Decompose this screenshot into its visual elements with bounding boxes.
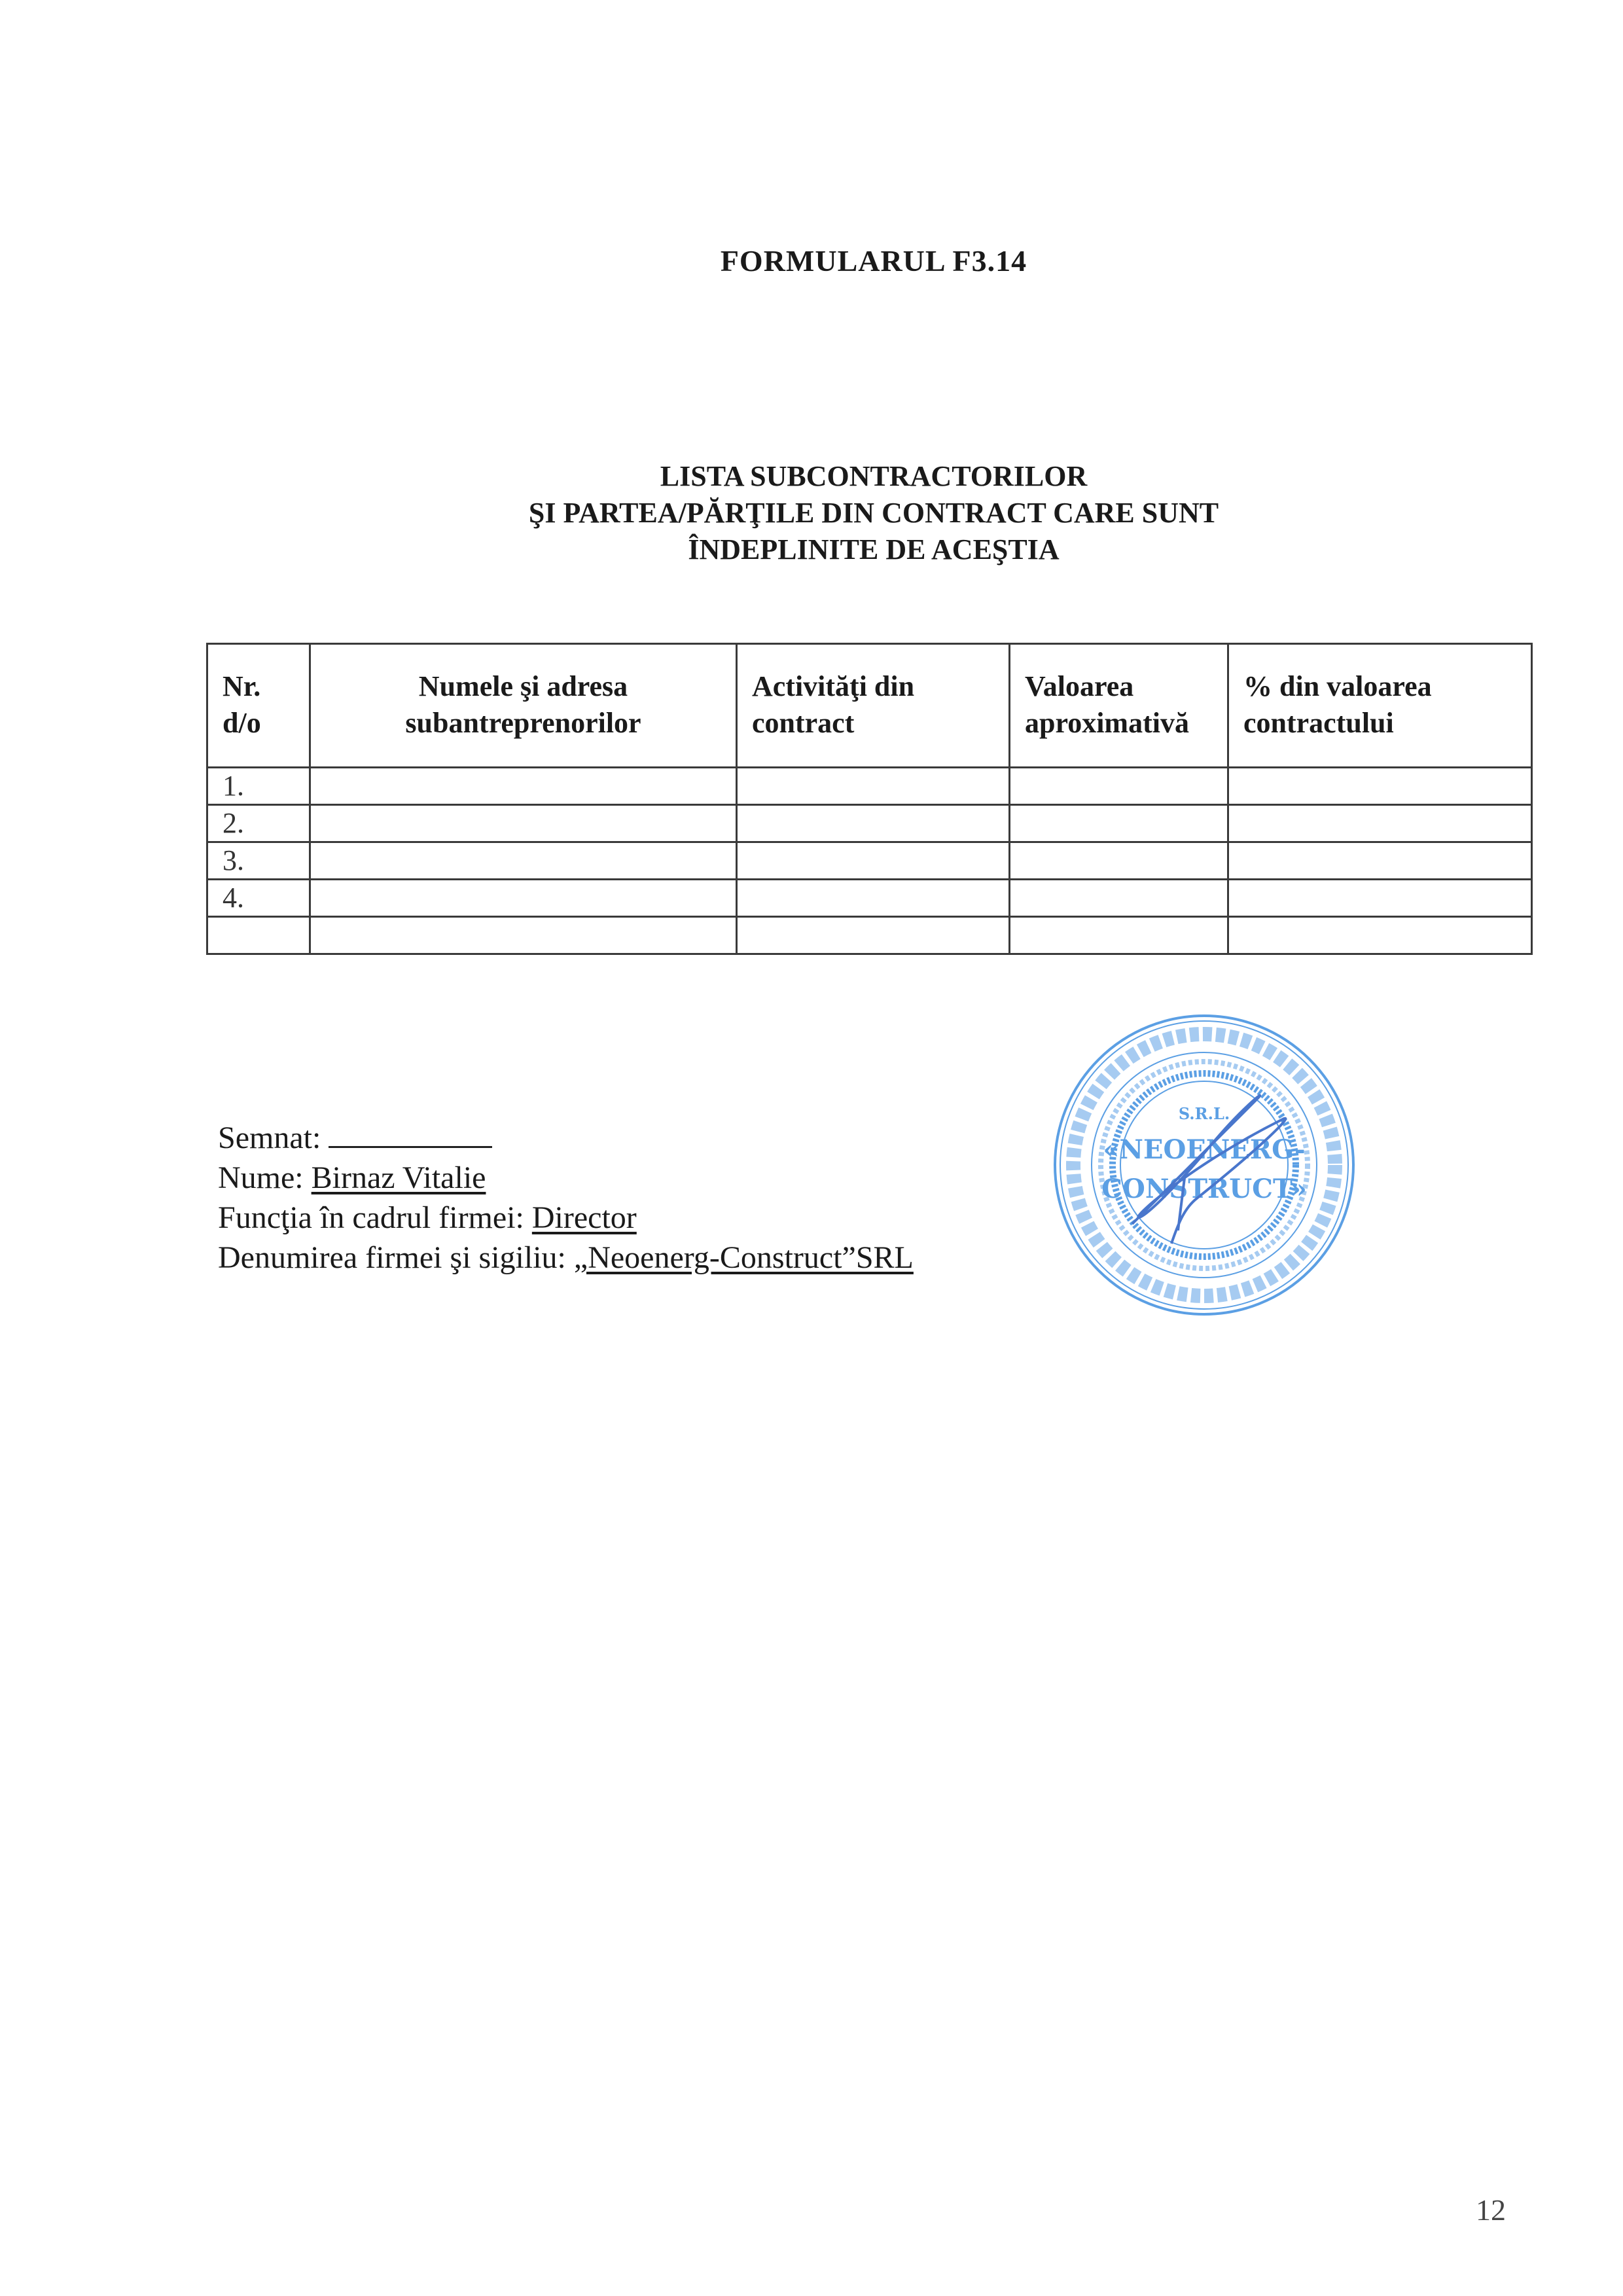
subcontractors-table: [206, 643, 1533, 955]
heading-line: ŞI PARTEA/PĂRŢILE DIN CONTRACT CARE SUNT: [528, 497, 1219, 529]
signature-block: [218, 1118, 914, 1278]
company-line: Denumirea firmei şi sigiliu: „Neoenerg-Construct”SRL: [218, 1240, 914, 1275]
stamp-center-text: CONSTRUCT»: [1101, 1174, 1307, 1204]
stamp-center-text: S.R.L.: [1178, 1104, 1230, 1123]
page-number: 12: [1476, 2193, 1506, 2227]
function-line: Funcţia în cadrul firmei: Director: [218, 1200, 637, 1235]
signature-blank: [329, 1120, 492, 1148]
header-name-address: Numele şi adresa subantreprenorilor: [310, 644, 737, 768]
name-line: Nume: Birnaz Vitalie: [218, 1160, 486, 1195]
table-row: [207, 768, 1532, 805]
row-number: 2.: [207, 805, 310, 842]
row-number: 3.: [207, 842, 310, 880]
table-row: [207, 880, 1532, 917]
document-heading: [0, 458, 1623, 568]
row-number: 1.: [207, 768, 310, 805]
header-percent: % din valoarea contractului: [1228, 644, 1532, 768]
form-title: FORMULARUL F3.14: [720, 244, 1027, 278]
header-activities: Activităţi din contract: [737, 644, 1010, 768]
table-row: [207, 805, 1532, 842]
row-number: 4.: [207, 880, 310, 917]
company-value: „Neoenerg-Construct”SRL: [573, 1240, 914, 1275]
header-value: Valoarea aproximativă: [1010, 644, 1228, 768]
table-row: [207, 842, 1532, 880]
heading-line: ÎNDEPLINITE DE ACEŞTIA: [688, 533, 1060, 565]
table-header-row: [207, 644, 1532, 768]
company-seal-stamp: [1047, 1008, 1361, 1322]
name-value: Birnaz Vitalie: [311, 1160, 486, 1195]
row-number: [207, 917, 310, 954]
header-nr: Nr. d/o: [207, 644, 310, 768]
heading-line: LISTA SUBCONTRACTORILOR: [660, 460, 1088, 492]
signed-line: Semnat:: [218, 1118, 914, 1158]
table-row: [207, 917, 1532, 954]
stamp-center-text: «NEOENERG-: [1103, 1134, 1306, 1165]
function-value: Director: [531, 1200, 637, 1235]
